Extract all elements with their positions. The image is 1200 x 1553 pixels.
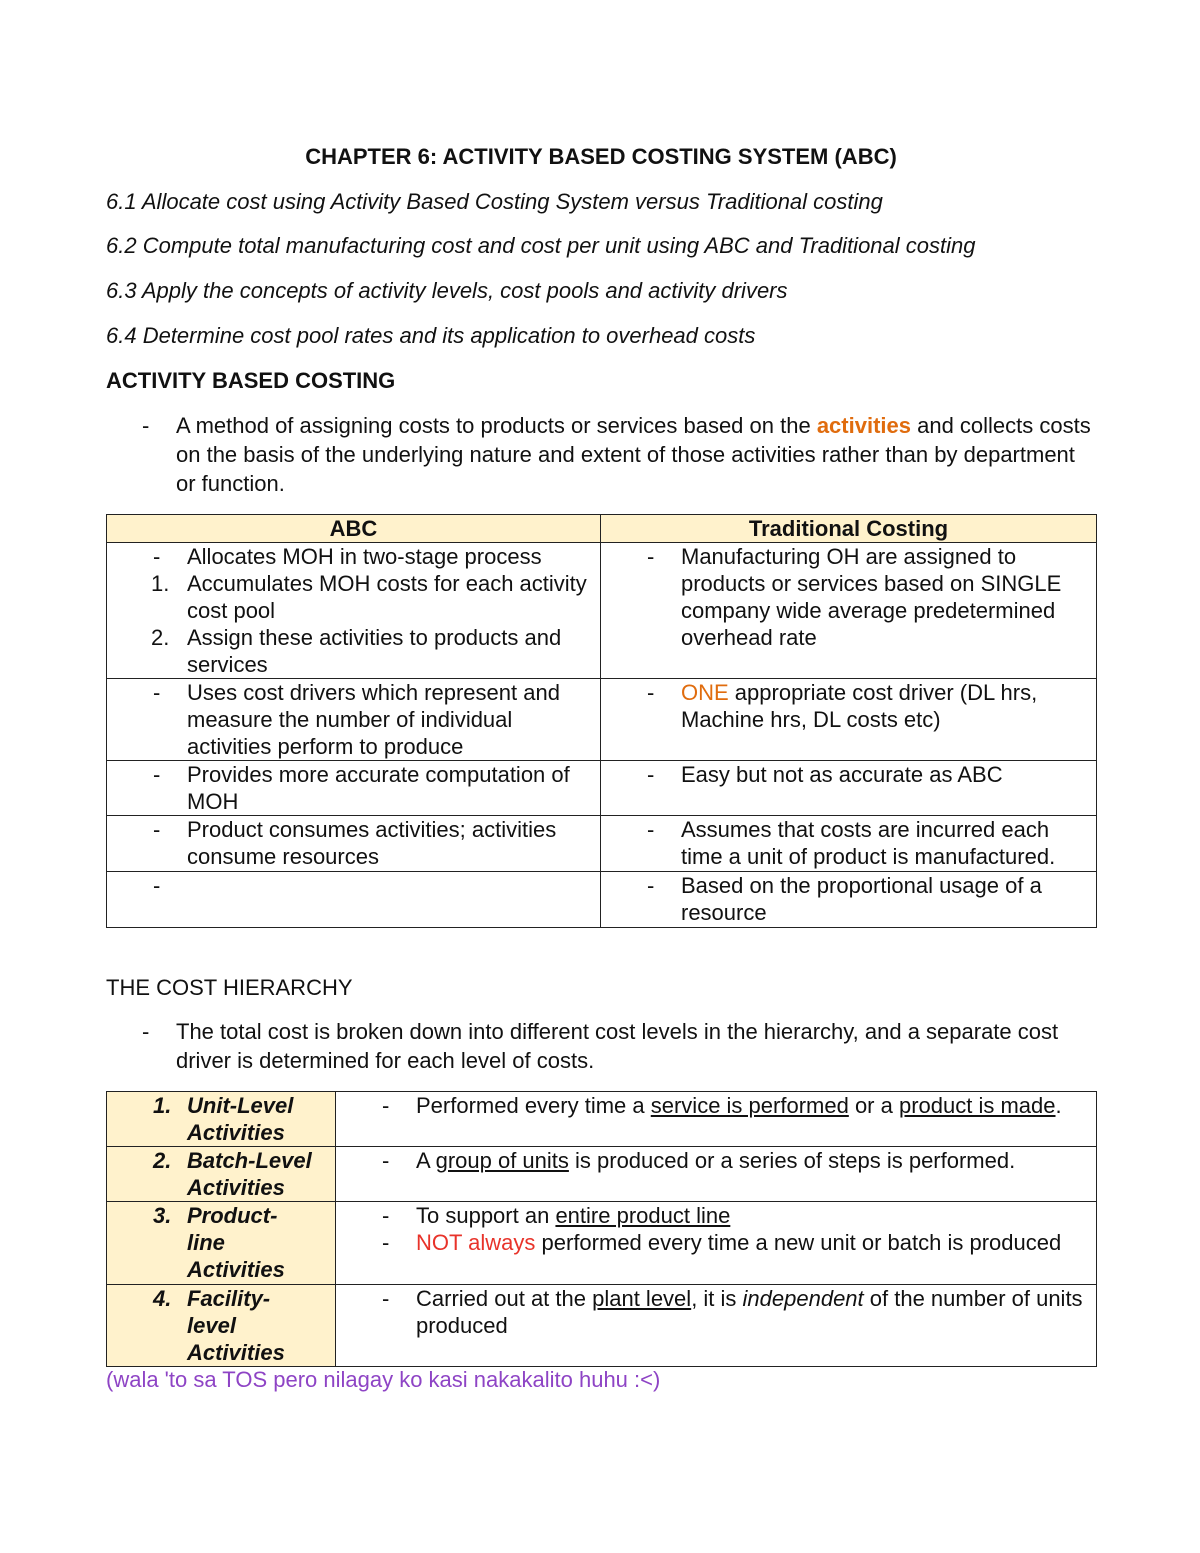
abc-vs-traditional-table — [106, 514, 1097, 928]
level-label-1: 1. Unit-Level Activities — [107, 1092, 336, 1147]
abc-def-text-before: A method of assigning costs to products or services based on the — [176, 413, 817, 438]
list-item: 2. Assign these activities to products and services — [151, 625, 562, 677]
list-item: - Allocates MOH in two-stage process — [153, 544, 542, 569]
list-item: - Based on the proportional usage of a resource — [647, 873, 1042, 925]
trad-cell-5 — [601, 872, 1097, 928]
level-label-2: 2. Batch-Level Activities — [107, 1147, 336, 1202]
header-abc: ABC — [107, 515, 601, 543]
list-item: - Product consumes activities; activities consume resources — [153, 817, 557, 869]
cost-hierarchy-heading: THE COST HIERARCHY — [106, 975, 353, 1000]
abc-def-text-after: and collects costs on the basis of the underlying nature and extent of those activities rather than by department or function. — [176, 413, 1091, 496]
list-item: - ONE appropriate cost driver (DL hrs, Machine hrs, DL costs etc) — [647, 680, 1038, 732]
level-desc-1: - Performed every time a service is performed or a product is made. — [336, 1092, 1097, 1147]
level-desc-4: - Carried out at the plant level, it is independent of the number of units produced — [336, 1285, 1097, 1367]
list-item: 1. Accumulates MOH costs for each activity cost pool — [151, 571, 587, 623]
level-desc-3: - To support an entire product line - NOT always performed every time a new unit or batch is produced — [336, 1202, 1097, 1285]
trad-cell-2 — [601, 679, 1097, 761]
list-item: - Assumes that costs are incurred each time a unit of product is manufactured. — [647, 817, 1056, 869]
dash-marker: - — [142, 413, 150, 438]
abc-cell-1 — [107, 543, 601, 679]
list-item: - Easy but not as accurate as ABC — [647, 762, 1003, 787]
list-item: - Uses cost drivers which represent and measure the number of individual activities perform to produce — [153, 680, 560, 759]
header-traditional: Traditional Costing — [601, 515, 1097, 543]
list-item: - Manufacturing OH are assigned to products or services based on SINGLE company wide average predetermined overhead rate — [647, 544, 1062, 650]
author-note: (wala 'to sa TOS pero nilagay ko kasi nakakalito huhu :<) — [106, 1367, 661, 1392]
trad-cell-1 — [601, 543, 1097, 679]
hierarchy-definition: - The total cost is broken down into different cost levels in the hierarchy, and a separate cost driver is determined for each level of costs. — [142, 1019, 1059, 1073]
objective-6-2: 6.2 Compute total manufacturing cost and cost per unit using ABC and Traditional costing — [106, 233, 976, 258]
level-label-4: 4. Facility-level Activities — [107, 1285, 336, 1367]
abc-cell-4 — [107, 816, 601, 872]
abc-cell-2 — [107, 679, 601, 761]
abc-heading: ACTIVITY BASED COSTING — [106, 368, 396, 393]
cost-hierarchy-table — [106, 1091, 1097, 1367]
abc-def-highlight: activities — [816, 413, 911, 438]
abc-cell-3 — [107, 761, 601, 816]
list-item: - Provides more accurate computation of MOH — [153, 762, 570, 814]
abc-definition — [106, 411, 1096, 498]
abc-cell-5: - — [107, 872, 601, 928]
trad-cell-4 — [601, 816, 1097, 872]
objective-6-3: 6.3 Apply the concepts of activity levels, cost pools and activity drivers — [106, 278, 788, 303]
one-highlight: ONE — [681, 680, 729, 705]
level-desc-2: - A group of units is produced or a series of steps is performed. — [336, 1147, 1097, 1202]
chapter-title: CHAPTER 6: ACTIVITY BASED COSTING SYSTEM (ABC) — [305, 144, 897, 169]
level-label-3: 3. Product-line Activities — [107, 1202, 336, 1285]
objective-6-4: 6.4 Determine cost pool rates and its application to overhead costs — [106, 323, 756, 348]
trad-cell-3 — [601, 761, 1097, 816]
objective-6-1: 6.1 Allocate cost using Activity Based Costing System versus Traditional costing — [106, 189, 883, 214]
